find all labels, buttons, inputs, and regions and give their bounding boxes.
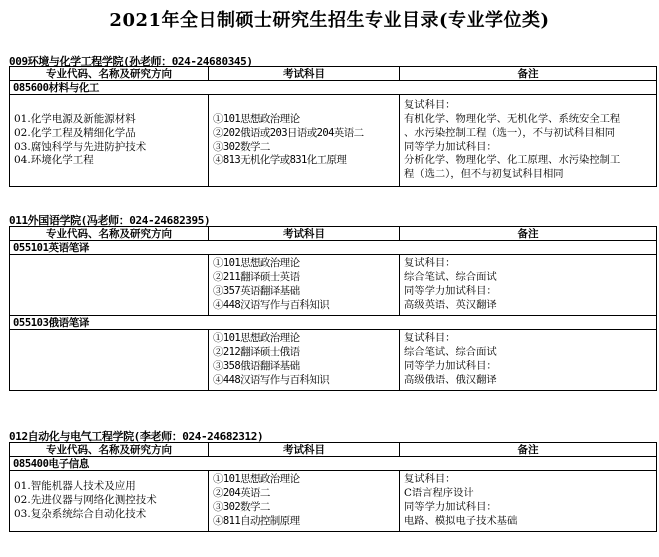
research-directions bbox=[10, 95, 209, 187]
major-row bbox=[10, 457, 657, 471]
major-row bbox=[10, 316, 657, 330]
header-notes: 备注 bbox=[400, 67, 657, 81]
major-detail-row bbox=[10, 330, 657, 391]
note-line: 程（选二），但不与初复试科目相同 bbox=[404, 168, 564, 181]
major-code-name: 085400电子信息 bbox=[10, 457, 657, 471]
note-line: 高级俄语、俄汉翻译 bbox=[404, 373, 497, 386]
note-line: 综合笔试、综合面试 bbox=[404, 271, 497, 284]
college-heading: 009环境与化学工程学院(孙老师：024-24680345) bbox=[9, 55, 253, 68]
exam-item: ①101思想政治理论 bbox=[213, 473, 300, 486]
notes bbox=[400, 471, 657, 532]
major-detail-row bbox=[10, 255, 657, 316]
header-major: 专业代码、名称及研究方向 bbox=[10, 443, 209, 457]
note-line: 同等学力加试科目： bbox=[404, 140, 497, 153]
notes bbox=[400, 255, 657, 316]
major-row bbox=[10, 81, 657, 95]
exam-item: ②211翻译硕士英语 bbox=[213, 271, 300, 284]
note-line: 综合笔试、综合面试 bbox=[404, 346, 497, 359]
note-line: 复试科目： bbox=[404, 473, 456, 486]
exam-subjects bbox=[209, 330, 400, 391]
note-line: 复试科目： bbox=[404, 257, 456, 270]
exam-item: ③302数学二 bbox=[213, 501, 270, 513]
note-line: 有机化学、物理化学、无机化学、系统安全工程 bbox=[404, 112, 621, 125]
header-major: 专业代码、名称及研究方向 bbox=[10, 67, 209, 81]
major-row bbox=[10, 241, 657, 255]
exam-item: ③357英语翻译基础 bbox=[213, 285, 300, 297]
note-line: 分析化学、物理化学、化工原理、水污染控制工 bbox=[404, 154, 621, 167]
exam-subjects bbox=[209, 95, 400, 187]
table-header-row bbox=[10, 227, 657, 241]
exam-item: ③302数学二 bbox=[213, 140, 270, 153]
college-heading: 011外国语学院(冯老师：024-24682395) bbox=[9, 214, 211, 227]
exam-item: ②204英语二 bbox=[213, 487, 270, 500]
table-header-row bbox=[10, 443, 657, 457]
exam-item: ④448汉语写作与百科知识 bbox=[213, 298, 330, 311]
research-directions bbox=[10, 330, 209, 391]
notes bbox=[400, 95, 657, 187]
note-line: 同等学力加试科目： bbox=[404, 501, 497, 513]
program-table bbox=[9, 226, 657, 391]
exam-item: ④813无机化学或831化工原理 bbox=[213, 154, 347, 167]
major-code-name: 085600材料与化工 bbox=[10, 81, 657, 95]
direction-item: 03.腐蚀科学与先进防护技术 bbox=[14, 140, 147, 153]
research-directions bbox=[10, 255, 209, 316]
major-detail-row bbox=[10, 95, 657, 187]
table-header-row bbox=[10, 67, 657, 81]
program-table bbox=[9, 442, 657, 532]
exam-subjects bbox=[209, 255, 400, 316]
header-major: 专业代码、名称及研究方向 bbox=[10, 227, 209, 241]
exam-item: ②202俄语或203日语或204英语二 bbox=[213, 126, 364, 139]
header-notes: 备注 bbox=[400, 227, 657, 241]
header-exam: 考试科目 bbox=[209, 67, 400, 81]
note-line: 、水污染控制工程（选一），不与初试科目相同 bbox=[404, 126, 616, 139]
notes bbox=[400, 330, 657, 391]
exam-item: ①101思想政治理论 bbox=[213, 257, 300, 270]
direction-item: 03.复杂系统综合自动化技术 bbox=[14, 507, 147, 520]
exam-item: ④448汉语写作与百科知识 bbox=[213, 373, 330, 386]
exam-item: ③358俄语翻译基础 bbox=[213, 360, 300, 372]
note-line: 复试科目： bbox=[404, 99, 456, 112]
direction-item: 04.环境化学工程 bbox=[14, 154, 94, 167]
major-detail-row bbox=[10, 471, 657, 532]
direction-item: 02.化学工程及精细化学品 bbox=[14, 126, 136, 139]
college-heading: 012自动化与电气工程学院(李老师：024-24682312) bbox=[9, 430, 264, 443]
note-line: C语言程序设计 bbox=[404, 487, 474, 500]
major-code-name: 055101英语笔译 bbox=[10, 241, 657, 255]
exam-item: ①101思想政治理论 bbox=[213, 332, 300, 345]
header-notes: 备注 bbox=[400, 443, 657, 457]
header-exam: 考试科目 bbox=[209, 227, 400, 241]
direction-item: 01.智能机器人技术及应用 bbox=[14, 480, 136, 493]
exam-item: ①101思想政治理论 bbox=[213, 112, 300, 125]
direction-item: 01.化学电源及新能源材料 bbox=[14, 112, 136, 125]
exam-subjects bbox=[209, 471, 400, 532]
major-code-name: 055103俄语笔译 bbox=[10, 316, 657, 330]
note-line: 复试科目： bbox=[404, 332, 456, 345]
research-directions bbox=[10, 471, 209, 532]
program-table bbox=[9, 66, 657, 187]
note-line: 电路、模拟电子技术基础 bbox=[404, 514, 518, 527]
page-title: 2021年全日制硕士研究生招生专业目录(专业学位类) bbox=[109, 10, 550, 31]
note-line: 同等学力加试科目： bbox=[404, 360, 497, 372]
note-line: 高级英语、英汉翻译 bbox=[404, 298, 497, 311]
note-line: 同等学力加试科目： bbox=[404, 285, 497, 297]
direction-item: 02.先进仪器与网络化测控技术 bbox=[14, 494, 157, 507]
exam-item: ②212翻译硕士俄语 bbox=[213, 346, 300, 359]
exam-item: ④811自动控制原理 bbox=[213, 514, 300, 527]
header-exam: 考试科目 bbox=[209, 443, 400, 457]
